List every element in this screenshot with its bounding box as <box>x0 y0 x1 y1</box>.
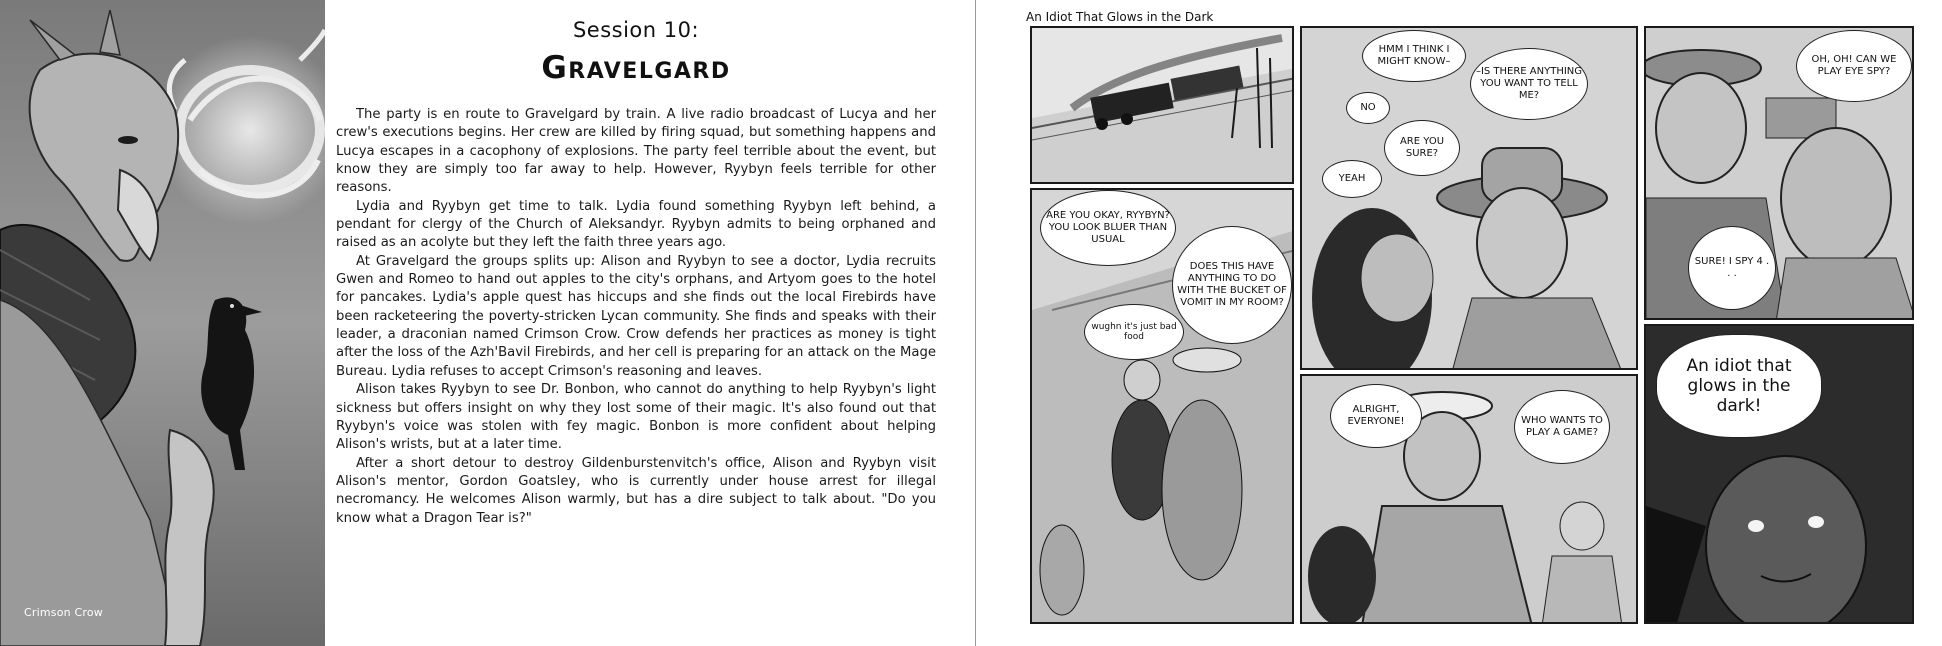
paragraph-4: Alison takes Ryybyn to see Dr. Bonbon, who cannot do anything to help Ryybyn's light sickness but offers insight on why they lost some of their magic. It's also found out that Ryybyn's voice was stolen with fey magic. Bonbon is more confident about helping Alison's wrists, but at a later time. <box>336 382 936 453</box>
comic-title: An Idiot That Glows in the Dark <box>1026 10 1214 24</box>
paragraph-2: Lydia and Ryybyn get time to talk. Lydia found something Ryybyn left behind, a pendant for clergy of the Church of Aleksandyr. Ryybyn admits to being orphaned and raised as an acolyte but they left the faith three years ago. <box>336 198 936 251</box>
speech-bubble: ALRIGHT, EVERYONE! <box>1330 384 1422 448</box>
panel-glow <box>1644 324 1914 624</box>
paragraph-3: At Gravelgard the groups splits up: Alison and Ryybyn to see a doctor, Lydia recruits Gwen and Romeo to hand out apples to the city's orphans, and Artyom goes to the hotel for pancakes. Lydia's apple quest has hiccups and she finds out the local Firebirds have been racketeering the poverty-stricken Lycan community. She finds and speaks with their leader, a draconian named Crimson Crow. Crow defends her practices as money is tight after the loss of the Azh'Bavil Firebirds, and her cell is preparing for an attack on the Mage Bureau. Lydia refuses to accept Crimson's reasoning and leaves. <box>336 253 936 379</box>
session-summary <box>336 106 936 528</box>
speech-bubble: OH, OH! CAN WE PLAY EYE SPY? <box>1796 30 1912 102</box>
speech-bubble: ARE YOU SURE? <box>1384 120 1460 176</box>
speech-bubble: wughn it's just bad food <box>1084 304 1184 360</box>
speech-bubble: WHO WANTS TO PLAY A GAME? <box>1514 390 1610 464</box>
session-label: Session 10: <box>572 18 700 42</box>
speech-bubble: YEAH <box>1322 160 1382 198</box>
paragraph-5: After a short detour to destroy Gildenburstenvitch's office, Alison and Ryybyn visit Alison's mentor, Gordon Goatsley, who is currently under house arrest for illegal necromancy. He welcomes Alison warmly, but has a dire subject to talk about. "Do you know what a Dragon Tear is?" <box>336 455 936 526</box>
panel-eyespy <box>1644 26 1914 320</box>
session-article <box>336 18 936 528</box>
speech-bubble: HMM I THINK I MIGHT KNOW– <box>1362 30 1466 82</box>
speech-bubble: DOES THIS HAVE ANYTHING TO DO WITH THE BUCKET OF VOMIT IN MY ROOM? <box>1172 226 1292 344</box>
speech-bubble: –IS THERE ANYTHING YOU WANT TO TELL ME? <box>1470 48 1588 120</box>
dragon-figure <box>0 0 325 646</box>
panel-train <box>1030 26 1294 184</box>
illustration-caption: Crimson Crow <box>24 606 103 619</box>
panel-talk <box>1300 26 1638 370</box>
session-title: Gravelgard <box>541 50 731 86</box>
panel-carriage <box>1030 188 1294 624</box>
speech-bubble: NO <box>1346 92 1390 124</box>
panel-game <box>1300 374 1638 624</box>
speech-bubble: SURE! I SPY 4 . . . <box>1688 226 1776 310</box>
right-page <box>976 0 1942 646</box>
glow-caption: An idiot that glows in the dark! <box>1656 334 1822 438</box>
speech-bubble: ARE YOU OKAY, RYYBYN? YOU LOOK BLUER THAN USUAL <box>1040 190 1176 266</box>
paragraph-1: The party is en route to Gravelgard by train. A live radio broadcast of Lucya and her crew's executions begins. Her crew are killed by firing squad, but something happens and Lucya escapes in a cacophony of explosions. The party feel terrible about the event, but know they are simply too far away to help. However, Ryybyn feels terrible for other reasons. <box>336 107 936 196</box>
steam-train-icon <box>1032 28 1294 184</box>
illustration-crimson-crow <box>0 0 325 646</box>
